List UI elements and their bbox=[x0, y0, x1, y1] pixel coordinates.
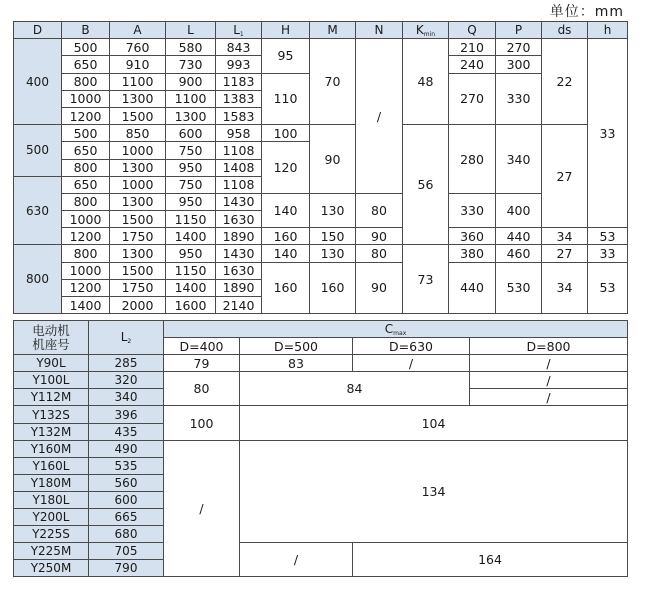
header-ds: ds bbox=[542, 22, 588, 39]
header-motor-frame: 电动机 机座号 bbox=[14, 321, 89, 355]
cell-kmin: 73 bbox=[403, 245, 449, 314]
cell-l2: 790 bbox=[89, 560, 164, 577]
header-d400: D=400 bbox=[164, 338, 240, 355]
cell-l1: 2140 bbox=[216, 297, 262, 314]
cell-l: 750 bbox=[166, 176, 216, 193]
cell-motor: Y200L bbox=[14, 509, 89, 526]
cell-a: 1750 bbox=[110, 228, 166, 245]
cell-l2: 320 bbox=[89, 372, 164, 389]
cell-cmax-d500-d630: 84 bbox=[240, 372, 470, 406]
cell-l2: 680 bbox=[89, 526, 164, 543]
cell-n: / bbox=[356, 39, 403, 194]
cell-cmax-d400: 79 bbox=[164, 355, 240, 372]
cell-p: 270 bbox=[496, 39, 542, 56]
cell-m: 90 bbox=[310, 125, 356, 194]
cell-l1: 1383 bbox=[216, 90, 262, 107]
cell-a: 1500 bbox=[110, 107, 166, 124]
cell-a: 1000 bbox=[110, 142, 166, 159]
cell-b: 500 bbox=[62, 39, 110, 56]
cell-motor: Y160L bbox=[14, 457, 89, 474]
cell-l1: 1630 bbox=[216, 262, 262, 279]
cell-b: 650 bbox=[62, 142, 110, 159]
header-l2: $L_2$ bbox=[89, 321, 164, 355]
cell-l2: 340 bbox=[89, 389, 164, 406]
header-b: B bbox=[62, 22, 110, 39]
cell-l1: 993 bbox=[216, 56, 262, 73]
cell-l1: 1890 bbox=[216, 228, 262, 245]
cell-b: 800 bbox=[62, 245, 110, 262]
cell-l1: 1583 bbox=[216, 107, 262, 124]
cell-b: 500 bbox=[62, 125, 110, 142]
cell-cmax-d400: 100 bbox=[164, 406, 240, 440]
cell-b: 1000 bbox=[62, 90, 110, 107]
cell-h: 100 bbox=[262, 125, 310, 142]
cell-p: 300 bbox=[496, 56, 542, 73]
cell-h-lower: 33 bbox=[588, 245, 628, 262]
cell-a: 1500 bbox=[110, 211, 166, 228]
cell-l2: 705 bbox=[89, 543, 164, 560]
cell-motor: Y180M bbox=[14, 474, 89, 491]
motor-table bbox=[13, 320, 628, 577]
header-d800: D=800 bbox=[470, 338, 628, 355]
cell-l1: 1630 bbox=[216, 211, 262, 228]
header-m: M bbox=[310, 22, 356, 39]
cell-l2: 600 bbox=[89, 491, 164, 508]
cell-l: 1600 bbox=[166, 297, 216, 314]
cell-h: 140 bbox=[262, 193, 310, 227]
cell-m: 130 bbox=[310, 193, 356, 227]
cell-l2: 535 bbox=[89, 457, 164, 474]
cell-b: 650 bbox=[62, 56, 110, 73]
cell-l1: 1108 bbox=[216, 142, 262, 159]
cell-q: 330 bbox=[449, 193, 496, 227]
cell-a: 910 bbox=[110, 56, 166, 73]
header-kmin: $K_{min}$ bbox=[403, 22, 449, 39]
cell-q: 240 bbox=[449, 56, 496, 73]
cell-l2: 285 bbox=[89, 355, 164, 372]
cell-n: 80 bbox=[356, 245, 403, 262]
cell-cmax-d630: / bbox=[353, 355, 470, 372]
cell-b: 650 bbox=[62, 176, 110, 193]
header-h: H bbox=[262, 22, 310, 39]
cell-a: 2000 bbox=[110, 297, 166, 314]
cell-motor: Y112M bbox=[14, 389, 89, 406]
cell-h-lower: 53 bbox=[588, 228, 628, 245]
cell-l: 1150 bbox=[166, 262, 216, 279]
cell-a: 1300 bbox=[110, 159, 166, 176]
cell-l: 900 bbox=[166, 73, 216, 90]
header-a: A bbox=[110, 22, 166, 39]
cell-cmax-d800: / bbox=[470, 372, 628, 389]
cell-n: 90 bbox=[356, 262, 403, 314]
cell-cmax-rest: 164 bbox=[353, 543, 628, 577]
header-p: P bbox=[496, 22, 542, 39]
cell-motor: Y160M bbox=[14, 440, 89, 457]
cell-q: 440 bbox=[449, 262, 496, 314]
cell-l1: 1430 bbox=[216, 193, 262, 210]
cell-b: 1200 bbox=[62, 107, 110, 124]
header-d630: D=630 bbox=[353, 338, 470, 355]
cell-l1: 958 bbox=[216, 125, 262, 142]
cell-l: 950 bbox=[166, 193, 216, 210]
cell-h: 140 bbox=[262, 245, 310, 262]
cell-b: 1200 bbox=[62, 279, 110, 296]
cell-b: 1200 bbox=[62, 228, 110, 245]
cell-h-lower: 53 bbox=[588, 262, 628, 314]
cell-a: 850 bbox=[110, 125, 166, 142]
cell-h: 120 bbox=[262, 142, 310, 194]
header-h-lower: h bbox=[588, 22, 628, 39]
cell-d: 800 bbox=[14, 245, 62, 314]
cell-l1: 1408 bbox=[216, 159, 262, 176]
cell-motor: Y90L bbox=[14, 355, 89, 372]
cell-p: 400 bbox=[496, 193, 542, 227]
cell-b: 1400 bbox=[62, 297, 110, 314]
cell-l2: 665 bbox=[89, 509, 164, 526]
cell-b: 800 bbox=[62, 73, 110, 90]
cell-cmax-d500: / bbox=[240, 543, 353, 577]
cell-l: 600 bbox=[166, 125, 216, 142]
cell-a: 1000 bbox=[110, 176, 166, 193]
cell-l1: 1890 bbox=[216, 279, 262, 296]
cell-cmax-d400: 80 bbox=[164, 372, 240, 406]
cell-b: 800 bbox=[62, 193, 110, 210]
cell-motor: Y100L bbox=[14, 372, 89, 389]
cell-b: 1000 bbox=[62, 211, 110, 228]
cell-h: 160 bbox=[262, 228, 310, 245]
header-n: N bbox=[356, 22, 403, 39]
cell-d: 400 bbox=[14, 39, 62, 125]
cell-d: 500 bbox=[14, 125, 62, 177]
cell-l: 1150 bbox=[166, 211, 216, 228]
cell-l: 730 bbox=[166, 56, 216, 73]
cell-l1: 1183 bbox=[216, 73, 262, 90]
cell-d: 630 bbox=[14, 176, 62, 245]
header-q: Q bbox=[449, 22, 496, 39]
cell-p: 330 bbox=[496, 73, 542, 125]
cell-ds: 22 bbox=[542, 39, 588, 125]
header-l1: $L_1$ bbox=[216, 22, 262, 39]
cell-l: 950 bbox=[166, 159, 216, 176]
cell-m: 160 bbox=[310, 262, 356, 314]
cell-p: 440 bbox=[496, 228, 542, 245]
cell-cmax-rest: 104 bbox=[240, 406, 628, 440]
cell-p: 340 bbox=[496, 125, 542, 194]
cell-cmax-d800: / bbox=[470, 389, 628, 406]
cell-l: 950 bbox=[166, 245, 216, 262]
cell-p: 460 bbox=[496, 245, 542, 262]
dimension-table bbox=[13, 21, 628, 314]
cell-cmax-rest: 134 bbox=[240, 440, 628, 543]
cell-l2: 435 bbox=[89, 423, 164, 440]
cell-n: 90 bbox=[356, 228, 403, 245]
header-d500: D=500 bbox=[240, 338, 353, 355]
cell-l: 1100 bbox=[166, 90, 216, 107]
cell-q: 380 bbox=[449, 245, 496, 262]
unit-label: 单位：mm bbox=[549, 4, 624, 20]
cell-ds: 27 bbox=[542, 125, 588, 228]
cell-h: 110 bbox=[262, 73, 310, 125]
cell-l2: 560 bbox=[89, 474, 164, 491]
header-d: D bbox=[14, 22, 62, 39]
cell-h-lower: 33 bbox=[588, 39, 628, 228]
cell-h: 160 bbox=[262, 262, 310, 314]
cell-a: 1750 bbox=[110, 279, 166, 296]
cell-a: 1300 bbox=[110, 245, 166, 262]
cell-cmax-d500: 83 bbox=[240, 355, 353, 372]
cell-l1: 843 bbox=[216, 39, 262, 56]
cell-a: 1300 bbox=[110, 90, 166, 107]
cell-l: 1400 bbox=[166, 279, 216, 296]
cell-l2: 396 bbox=[89, 406, 164, 423]
cell-cmax-d800: / bbox=[470, 355, 628, 372]
cell-ds: 34 bbox=[542, 262, 588, 314]
cell-q: 360 bbox=[449, 228, 496, 245]
cell-motor: Y225M bbox=[14, 543, 89, 560]
cell-motor: Y225S bbox=[14, 526, 89, 543]
cell-q: 280 bbox=[449, 125, 496, 194]
cell-a: 1300 bbox=[110, 193, 166, 210]
cell-m: 70 bbox=[310, 39, 356, 125]
header-cmax: $C_{max}$ bbox=[164, 321, 628, 338]
cell-m: 130 bbox=[310, 245, 356, 262]
cell-p: 530 bbox=[496, 262, 542, 314]
cell-n: 80 bbox=[356, 193, 403, 227]
cell-q: 270 bbox=[449, 73, 496, 125]
cell-l: 1400 bbox=[166, 228, 216, 245]
cell-cmax-d400: / bbox=[164, 440, 240, 577]
cell-kmin: 56 bbox=[403, 125, 449, 245]
cell-l: 750 bbox=[166, 142, 216, 159]
cell-motor: Y180L bbox=[14, 491, 89, 508]
cell-kmin: 48 bbox=[403, 39, 449, 125]
cell-b: 1000 bbox=[62, 262, 110, 279]
cell-motor: Y132S bbox=[14, 406, 89, 423]
cell-motor: Y250M bbox=[14, 560, 89, 577]
cell-motor: Y132M bbox=[14, 423, 89, 440]
header-l: L bbox=[166, 22, 216, 39]
cell-l1: 1108 bbox=[216, 176, 262, 193]
cell-a: 1100 bbox=[110, 73, 166, 90]
cell-l: 1300 bbox=[166, 107, 216, 124]
cell-l2: 490 bbox=[89, 440, 164, 457]
cell-q: 210 bbox=[449, 39, 496, 56]
cell-h: 95 bbox=[262, 39, 310, 73]
cell-l1: 1430 bbox=[216, 245, 262, 262]
cell-ds: 27 bbox=[542, 245, 588, 262]
cell-a: 1500 bbox=[110, 262, 166, 279]
cell-b: 800 bbox=[62, 159, 110, 176]
cell-ds: 34 bbox=[542, 228, 588, 245]
cell-m: 150 bbox=[310, 228, 356, 245]
cell-a: 760 bbox=[110, 39, 166, 56]
cell-l: 580 bbox=[166, 39, 216, 56]
